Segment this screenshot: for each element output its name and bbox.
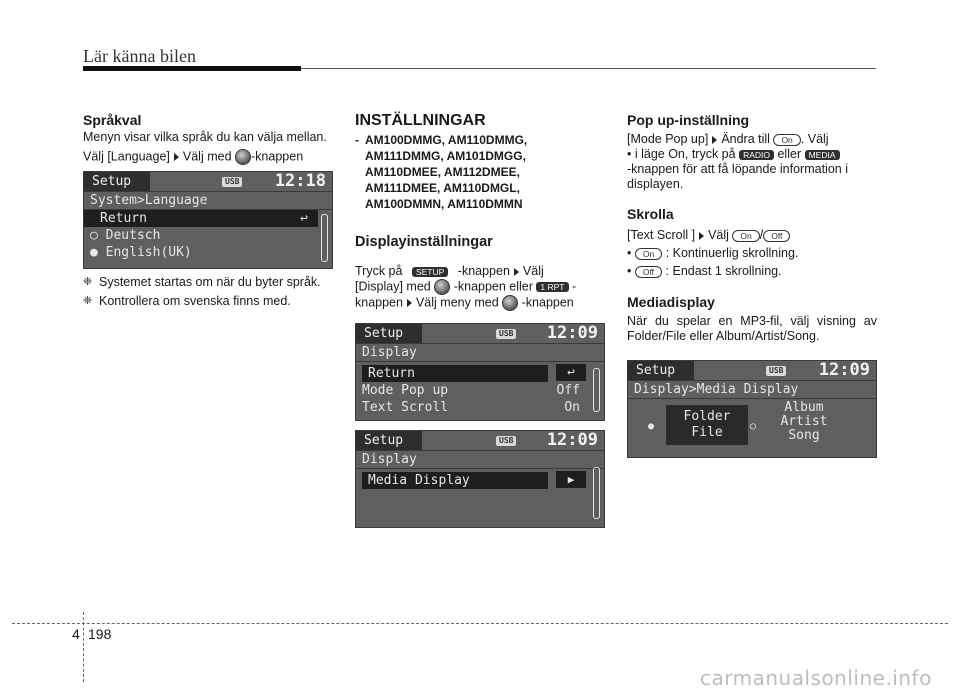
note-restart: ❈ Systemet startas om när du byter språk. (83, 275, 321, 289)
screen-clock: 12:09 (546, 323, 598, 343)
rpt-button: 1 RPT (536, 282, 568, 292)
heading-displayinstallningar: Displayinställningar (355, 234, 493, 250)
screen-path: Display>Media Display (628, 381, 876, 399)
screen-tab: Setup (84, 172, 150, 191)
on-button: On (773, 134, 800, 146)
model-list: - AM100DMMG, AM110DMMG, AM111DMMG, AM101DMGG, AM110DMEE, AM112DMEE, AM111DMEE, AM110DMGL, AM100DMMN, AM110DMMN (355, 133, 528, 211)
scrollbar[interactable] (321, 214, 328, 262)
menu-item-text-scroll[interactable]: Text Scroll On (362, 400, 580, 415)
footer-divider (83, 612, 84, 682)
on-button: On (732, 230, 759, 242)
note-swedish: ❈ Kontrollera om svenska finns med. (83, 294, 291, 308)
column-settings (355, 112, 605, 311)
heading-mediadisplay: Mediadisplay (627, 294, 715, 310)
return-icon: ↩ (556, 364, 586, 381)
screen-path: System>Language (84, 192, 332, 210)
display-screen-1 (355, 323, 605, 421)
usb-badge: USB (222, 177, 242, 187)
menu-item-return[interactable]: Return ↩ (84, 210, 318, 227)
arrow-right-icon (174, 153, 179, 161)
setup-button: SETUP (412, 267, 448, 277)
menu-item-deutsch[interactable]: ○ Deutsch (90, 228, 161, 243)
heading-sprakval: Språkval (83, 112, 142, 128)
heading-popup: Pop up-inställning (627, 112, 750, 128)
intro-text: Menyn visar vilka språk du kan välja mellan. (83, 130, 327, 144)
column-language (83, 112, 333, 309)
page-header-title: Lär känna bilen (83, 46, 196, 66)
media-button: MEDIA (805, 150, 840, 160)
arrow-right-icon (699, 232, 704, 240)
return-icon: ↩ (300, 211, 308, 226)
menu-item-return[interactable]: Return (362, 365, 548, 382)
language-screen (83, 171, 333, 269)
watermark: carmanualsonline.info (700, 666, 932, 690)
screen-tab: Setup (628, 361, 694, 380)
usb-badge: USB (496, 329, 516, 339)
header-bar (83, 66, 301, 71)
screen-path: Display (356, 451, 604, 469)
screen-tab: Setup (356, 324, 422, 343)
option-album-artist-song[interactable]: Album Artist Song (780, 400, 828, 443)
scroll-instructions: [Text Scroll ] Välj On / Off • On : Kontinuerlig skrollning. • Off : Endast 1 skrollning. (627, 228, 799, 278)
screen-clock: 12:09 (546, 430, 598, 450)
radio-selected-icon: ● (648, 421, 655, 432)
radio-unselected-icon: ○ (750, 421, 757, 432)
column-popup (627, 112, 877, 344)
popup-instructions: [Mode Pop up] Ändra till On . Välj • i läge On, tryck på RADIO eller MEDIA -knappen för att få löpande information i displayen. (627, 132, 848, 191)
media-display-screen (627, 360, 877, 458)
page-number: 198 (88, 626, 112, 642)
note-icon: ❈ (83, 276, 93, 288)
media-text: När du spelar en MP3-fil, välj visning av Folder/File eller Album/Artist/Song. (627, 314, 877, 343)
heading-skrolla: Skrolla (627, 206, 674, 222)
menu-item-media-display[interactable]: Media Display (362, 472, 548, 489)
tune-knob-icon (235, 149, 251, 165)
chevron-right-icon: ▶ (556, 471, 586, 488)
arrow-right-icon (712, 136, 717, 144)
tune-knob-icon (502, 295, 518, 311)
on-button: On (635, 248, 662, 260)
off-button: Off (635, 266, 662, 278)
heading-installningar: INSTÄLLNINGAR (355, 112, 486, 129)
screen-path: Display (356, 344, 604, 362)
chapter-number: 4 (72, 626, 80, 642)
arrow-right-icon (514, 268, 519, 276)
screen-clock: 12:18 (274, 171, 326, 191)
display-screen-2 (355, 430, 605, 528)
menu-item-mode-popup[interactable]: Mode Pop up Off (362, 383, 580, 398)
screen-tab: Setup (356, 431, 422, 450)
note-icon: ❈ (83, 295, 93, 307)
arrow-right-icon (407, 299, 412, 307)
screen-clock: 12:09 (818, 360, 870, 380)
header-rule (301, 68, 876, 69)
usb-badge: USB (766, 366, 786, 376)
menu-item-english[interactable]: ● English(UK) (90, 245, 192, 260)
scrollbar[interactable] (593, 467, 600, 519)
scrollbar[interactable] (593, 368, 600, 412)
language-step: Välj [Language] Välj med -knappen (83, 149, 304, 164)
radio-button: RADIO (739, 150, 774, 160)
display-instructions: Tryck på SETUP -knappen Välj [Display] med -knappen eller 1 RPT - knappen Välj meny med -knappen (355, 264, 577, 310)
usb-badge: USB (496, 436, 516, 446)
footer-rule (12, 623, 948, 624)
tune-knob-icon (434, 279, 450, 295)
option-folder-file[interactable]: Folder File (666, 405, 748, 445)
off-button: Off (763, 230, 790, 242)
